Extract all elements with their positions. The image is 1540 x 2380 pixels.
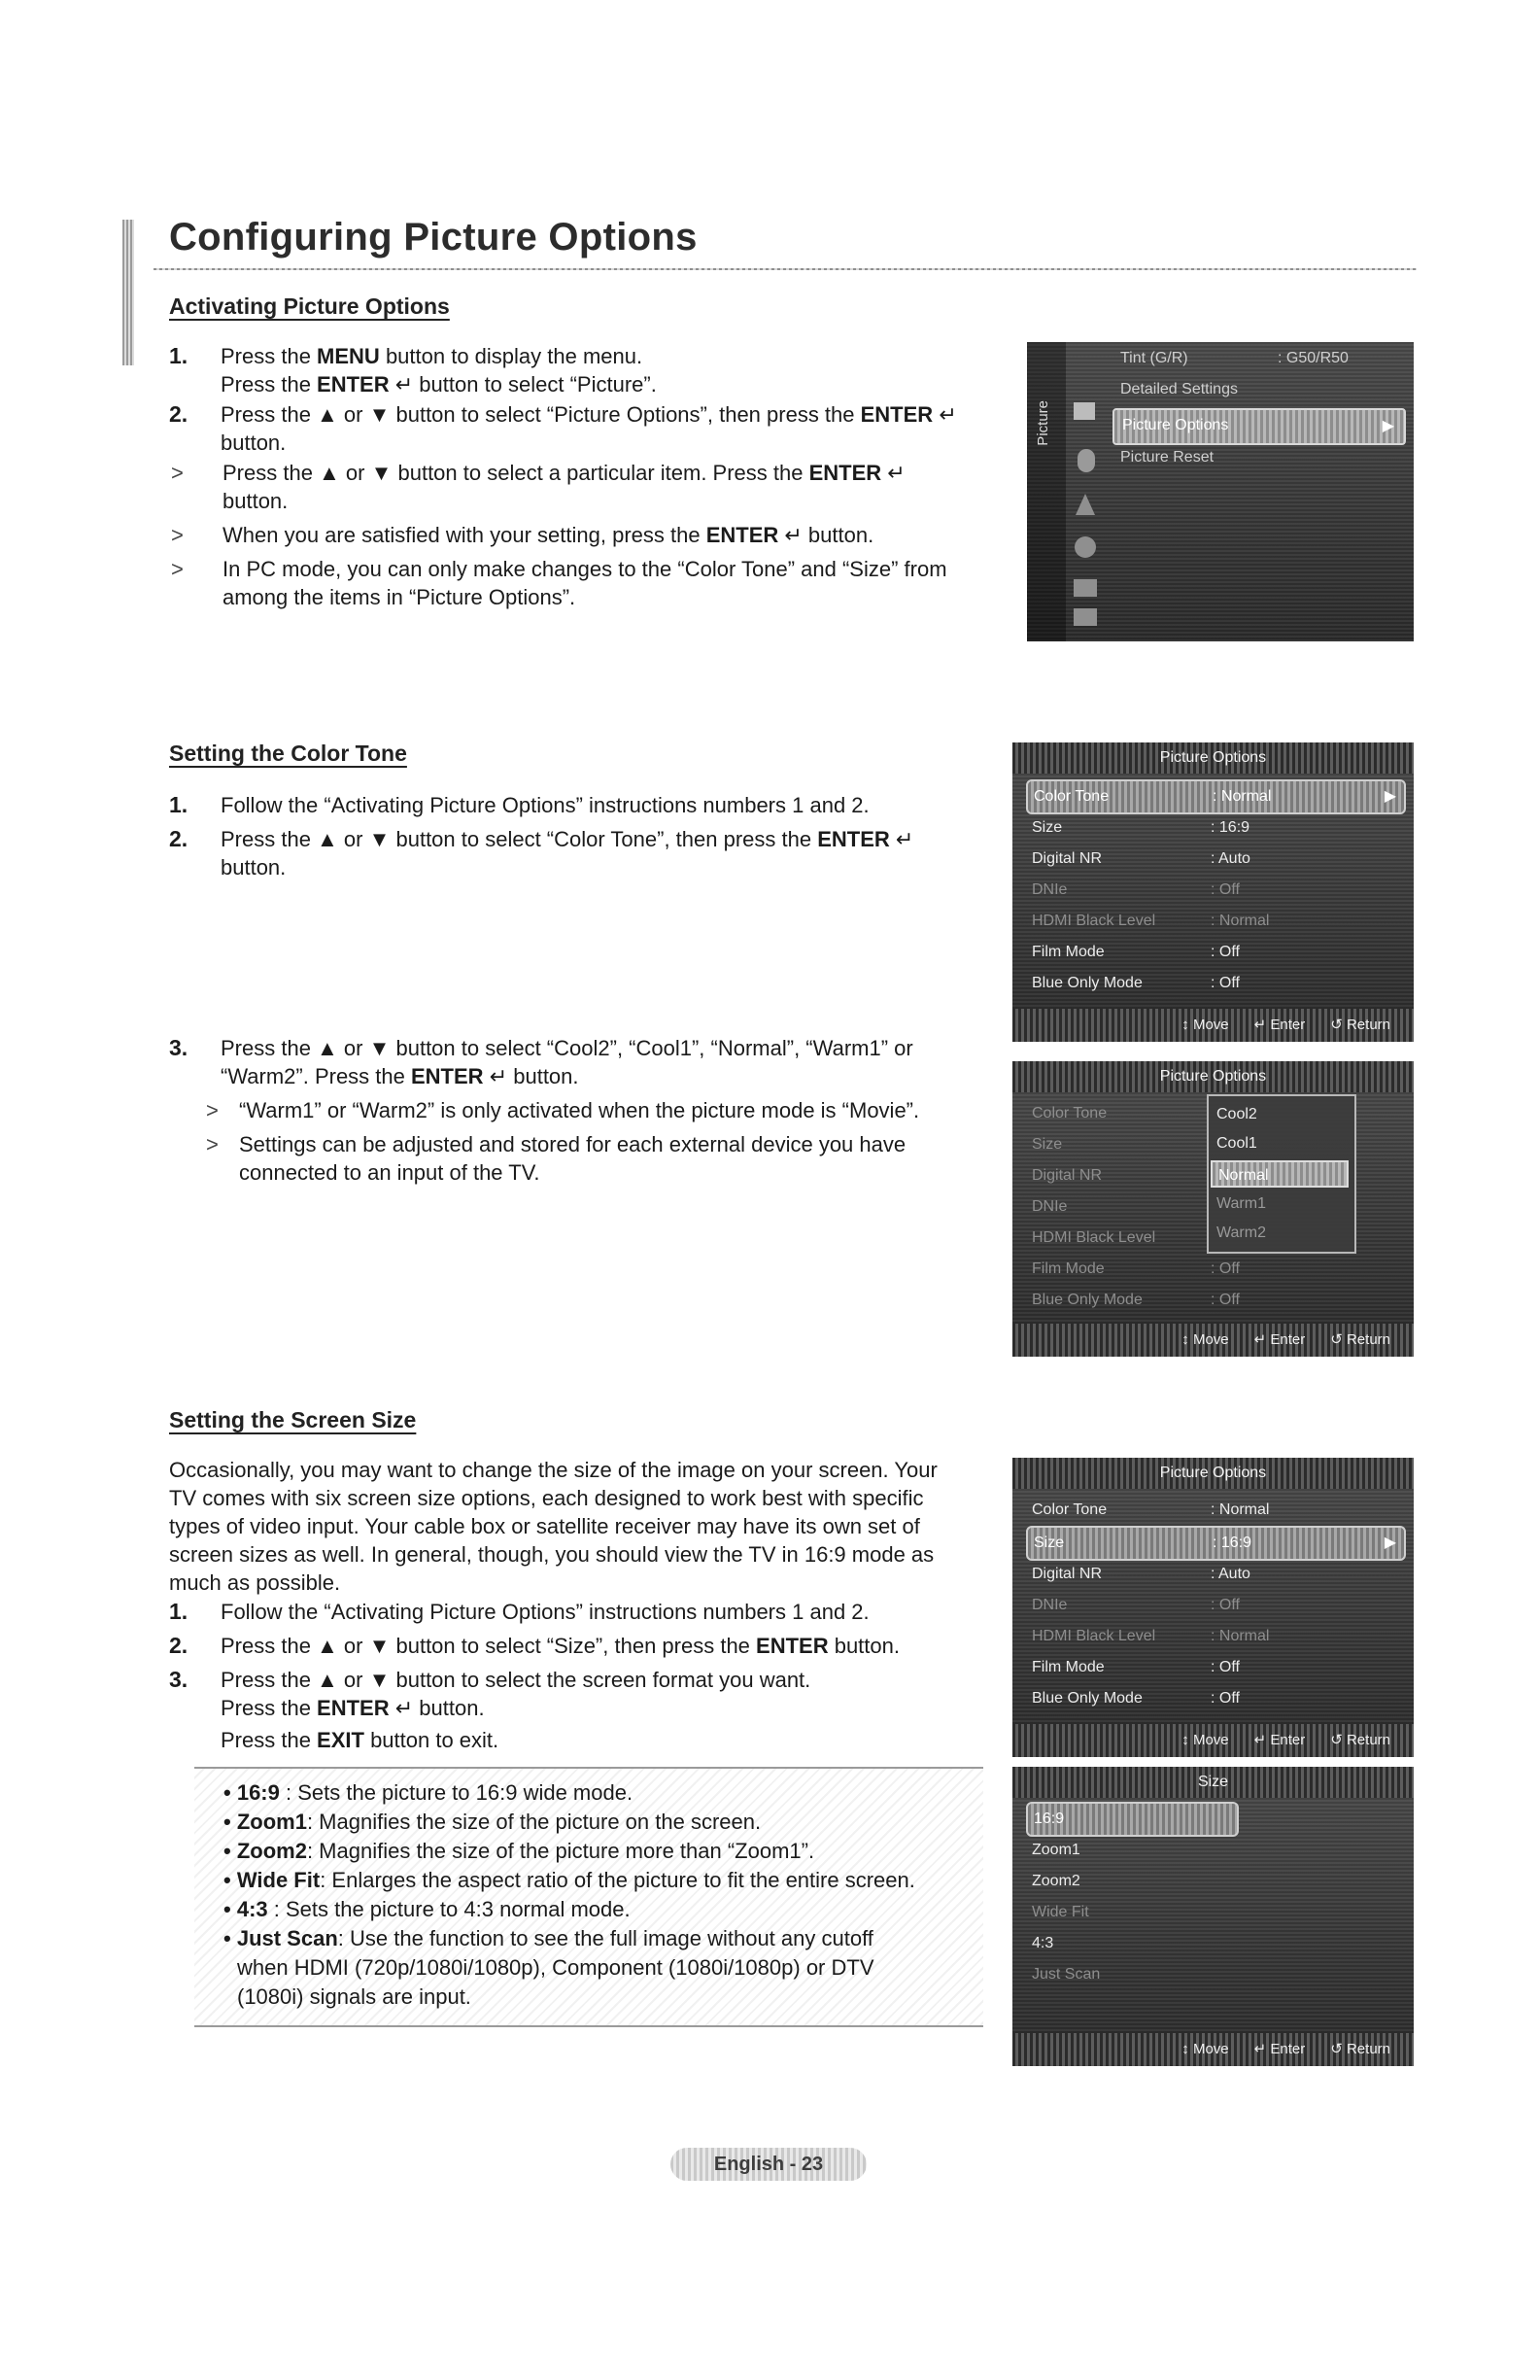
osd-row-label: 4:3 — [1032, 1935, 1054, 1951]
step-text: Press the — [221, 344, 318, 368]
move-hint: ↕ Move — [1181, 2041, 1229, 2057]
enter-icon: ↵ — [939, 402, 957, 427]
setup-icon — [1075, 536, 1096, 558]
enter-hint: ↵ Enter — [1253, 1017, 1306, 1033]
enter-icon: ↵ — [394, 1696, 414, 1720]
step-number: 3. — [169, 1035, 188, 1060]
osd-row-label: Size — [1032, 819, 1063, 836]
return-hint: ↺ Return — [1330, 2041, 1390, 2057]
note-arrow-icon: > — [171, 461, 184, 485]
return-hint: ↺ Return — [1330, 1331, 1390, 1348]
note-text: When you are satisfied with your setting, press the — [222, 523, 706, 547]
step-text: Press the ▲ or ▼ button to select “Color Tone”, then press the — [221, 827, 818, 851]
step-text: Follow the “Activating Picture Options” instructions numbers 1 and 2. — [221, 1600, 870, 1624]
step-text: Press the — [221, 1696, 318, 1720]
color-tone-dropdown-list — [1207, 1094, 1356, 1254]
osd-picture-menu — [1027, 342, 1414, 641]
step-text: Press the ▲ or ▼ button to select “Cool2”, “Cool1”, “Normal”, “Warm1” or — [221, 1036, 913, 1060]
enter-key: ENTER — [756, 1634, 829, 1658]
osd-row-label: Blue Only Mode — [1032, 975, 1143, 991]
note-text: Press the ▲ or ▼ button to select a particular item. Press the — [222, 461, 809, 485]
paragraph-line: Occasionally, you may want to change the size of the image on your screen. Your — [169, 1458, 938, 1482]
osd-picture-reset[interactable]: Picture Reset — [1120, 449, 1215, 466]
step-3 — [169, 1034, 975, 1090]
osd-row-value: : Auto — [1211, 1566, 1250, 1582]
activating-steps — [169, 342, 975, 611]
paragraph-line: types of video input. Your cable box or satellite receiver may have its own set of — [169, 1514, 920, 1538]
bullet-term: 4:3 — [236, 1897, 268, 1921]
osd-row-label: Zoom1 — [1032, 1842, 1080, 1858]
step-text: Press the — [221, 372, 318, 397]
osd-row-value: : Off — [1211, 1659, 1240, 1675]
step-number: 3. — [169, 1667, 188, 1692]
step-2 — [169, 825, 975, 881]
move-hint: ↕ Move — [1181, 1017, 1229, 1033]
title-rule — [154, 268, 1417, 270]
osd-row-value: : Off — [1211, 1597, 1240, 1613]
enter-key: ENTER — [705, 523, 779, 547]
channel-icon — [1076, 494, 1095, 515]
bullet-text: : Magnifies the size of the picture more than “Zoom1”. — [306, 1839, 815, 1863]
enter-hint: ↵ Enter — [1253, 1331, 1306, 1348]
step-text: Follow the “Activating Picture Options” instructions numbers 1 and 2. — [221, 793, 870, 817]
arrow-right-icon: ▶ — [1382, 418, 1394, 434]
exit-key: EXIT — [317, 1728, 364, 1752]
osd-row-hdmi-black-level — [1026, 906, 1406, 937]
osd-row-hdmi-black-level — [1026, 1621, 1406, 1652]
note-text: button. — [222, 489, 289, 513]
return-hint: ↺ Return — [1330, 1732, 1390, 1748]
osd-row-film-mode[interactable] — [1026, 937, 1406, 968]
osd-row-label: Wide Fit — [1032, 1904, 1089, 1920]
move-hint: ↕ Move — [1181, 1732, 1229, 1748]
step-1 — [169, 342, 975, 398]
osd-row-value: : Normal — [1211, 1628, 1270, 1644]
note-text: button. — [802, 523, 874, 547]
step-number: 2. — [169, 1633, 188, 1658]
step-text: Press the ▲ or ▼ button to select the screen format you want. — [221, 1668, 811, 1692]
note-settings — [169, 1130, 975, 1187]
osd-size-option[interactable] — [1026, 1959, 1406, 1990]
bullet-term: Zoom2 — [236, 1839, 307, 1863]
osd-row-label: Size — [1032, 1136, 1063, 1153]
osd-row-blue-only-mode[interactable] — [1026, 968, 1406, 999]
enter-key: ENTER — [808, 461, 882, 485]
step-text: button. — [221, 855, 287, 880]
color-tone-steps-a — [169, 791, 975, 881]
osd-picture-options-color-tone — [1012, 742, 1414, 1042]
return-hint: ↺ Return — [1330, 1017, 1390, 1033]
step-text: “Warm2”. Press the — [221, 1064, 411, 1088]
note-2 — [169, 521, 975, 549]
enter-icon: ↵ — [394, 372, 414, 397]
screen-size-intro — [169, 1456, 985, 1597]
step-number: 1. — [169, 1599, 188, 1624]
osd-tint-label: Tint (G/R) — [1120, 350, 1188, 366]
osd-size-option-selected[interactable] — [1026, 1802, 1239, 1837]
step-text: Press the ▲ or ▼ button to select “Size”, then press the — [221, 1634, 757, 1658]
osd-row-value: : Off — [1211, 1292, 1240, 1308]
osd-row-label: Blue Only Mode — [1032, 1690, 1143, 1707]
osd-row-label: DNIe — [1032, 1597, 1068, 1613]
osd-row-label: HDMI Black Level — [1032, 1229, 1156, 1246]
osd-title: Size — [1012, 1767, 1414, 1798]
osd-size-list — [1012, 1767, 1414, 2066]
osd-row-label: Blue Only Mode — [1032, 1292, 1143, 1308]
note-text: In PC mode, you can only make changes to the “Color Tone” and “Size” from — [222, 557, 947, 581]
enter-key: ENTER — [411, 1064, 484, 1088]
osd-row-value: : Off — [1211, 944, 1240, 960]
screen-size-options-box — [194, 1767, 983, 2027]
note-3 — [169, 555, 975, 611]
osd-title: Picture Options — [1012, 1458, 1414, 1489]
step-number: 1. — [169, 792, 188, 817]
bullet-text: : Enlarges the aspect ratio of the picture to fit the entire screen. — [320, 1868, 915, 1892]
step-text: button to select “Picture”. — [413, 372, 657, 397]
osd-size-option[interactable] — [1026, 1835, 1406, 1866]
note-text: Settings can be adjusted and stored for each external device you have — [239, 1132, 907, 1156]
osd-footer — [1012, 2033, 1414, 2066]
enter-key: ENTER — [817, 827, 890, 851]
bullet-16-9: • 16:9 : Sets the picture to 16:9 wide mode. — [223, 1780, 633, 1805]
osd-size-option[interactable] — [1026, 1897, 1406, 1928]
osd-row-digital-nr[interactable] — [1026, 1559, 1406, 1590]
osd-row-label: Just Scan — [1032, 1966, 1101, 1983]
osd-row-value: : Normal — [1213, 788, 1272, 805]
menu-key: MENU — [317, 344, 380, 368]
bullet-text: : Use the function to see the full image without any cutoff — [337, 1926, 873, 1950]
osd-row-label: DNIe — [1032, 881, 1068, 898]
dropdown-option-selected[interactable]: Normal — [1211, 1160, 1349, 1188]
title-accent-bar — [122, 220, 134, 365]
arrow-right-icon: ▶ — [1384, 788, 1396, 805]
section-heading-screen-size: Setting the Screen Size — [169, 1407, 417, 1432]
bullet-term: 16:9 — [236, 1780, 280, 1805]
bullet-just-scan: • Just Scan: Use the function to see the full image without any cutoff when HDMI (720p/1080i/1080p), Component (1080i/1080p) or DTV (1080i) signals are input. — [223, 1926, 874, 2009]
bullet-text: : Sets the picture to 4:3 normal mode. — [267, 1897, 631, 1921]
osd-row-label: HDMI Black Level — [1032, 913, 1156, 929]
osd-title: Picture Options — [1012, 742, 1414, 774]
step-text: button. — [828, 1634, 900, 1658]
osd-row-label: Film Mode — [1032, 944, 1105, 960]
enter-key: ENTER — [317, 1696, 390, 1720]
step-text: button. — [507, 1064, 579, 1088]
page-number-label: English - 23 — [670, 2148, 867, 2181]
osd-size-option[interactable] — [1026, 1866, 1406, 1897]
osd-row-film-mode[interactable] — [1026, 1652, 1406, 1683]
picture-icon — [1074, 402, 1095, 420]
step-1 — [169, 1598, 985, 1626]
bullet-4-3: • 4:3 : Sets the picture to 4:3 normal mode. — [223, 1897, 631, 1921]
step-text: button. — [221, 431, 287, 455]
osd-title: Picture Options — [1012, 1061, 1414, 1092]
osd-picture-options-highlight[interactable] — [1112, 408, 1406, 445]
osd-row-value: : 16:9 — [1211, 819, 1250, 836]
osd-row-value: : Off — [1211, 1690, 1240, 1707]
input-icon — [1074, 579, 1097, 597]
osd-footer — [1012, 1009, 1414, 1042]
dropdown-option[interactable]: Warm2 — [1216, 1224, 1266, 1241]
section-heading-activating: Activating Picture Options — [169, 293, 450, 319]
bullet-term: Zoom1 — [236, 1810, 307, 1834]
paragraph-line: much as possible. — [169, 1570, 341, 1595]
page-title: Configuring Picture Options — [169, 216, 698, 259]
osd-row-value: : Auto — [1211, 850, 1250, 867]
bullet-wide-fit: • Wide Fit: Enlarges the aspect ratio of the picture to fit the entire screen. — [223, 1868, 915, 1892]
bullet-term: Wide Fit — [236, 1868, 321, 1892]
osd-footer — [1012, 1724, 1414, 1757]
osd-row-blue-only-mode[interactable] — [1026, 1683, 1406, 1714]
bullet-term: Just Scan — [236, 1926, 338, 1950]
osd-row-label: DNIe — [1032, 1198, 1068, 1215]
osd-row-digital-nr[interactable] — [1026, 844, 1406, 875]
section-heading-color-tone: Setting the Color Tone — [169, 741, 407, 766]
application-icon — [1074, 608, 1097, 626]
osd-row-color-tone[interactable] — [1026, 1495, 1406, 1526]
bullet-text: (1080i) signals are input. — [237, 1984, 471, 2009]
enter-icon: ↵ — [895, 827, 914, 851]
osd-row-label: Size — [1034, 1535, 1065, 1551]
osd-tint-value: : G50/R50 — [1278, 350, 1349, 366]
note-1 — [169, 459, 975, 515]
osd-detailed-settings[interactable]: Detailed Settings — [1120, 381, 1238, 397]
osd-row-label: Zoom2 — [1032, 1873, 1080, 1889]
enter-icon: ↵ — [489, 1064, 508, 1088]
dropdown-option[interactable]: Warm1 — [1216, 1195, 1266, 1212]
osd-row-label: Color Tone — [1032, 1105, 1108, 1121]
bullet-text: when HDMI (720p/1080i/1080p), Component (1080i/1080p) or DTV — [237, 1955, 874, 1980]
step-2 — [169, 1632, 985, 1660]
osd-row-blue-only-mode — [1026, 1285, 1406, 1316]
enter-key: ENTER — [860, 402, 934, 427]
enter-hint: ↵ Enter — [1253, 2041, 1306, 2057]
move-hint: ↕ Move — [1181, 1331, 1229, 1348]
osd-side-label: Picture — [1035, 400, 1051, 446]
step-text: button to display the menu. — [379, 344, 643, 368]
osd-picture-options-size — [1012, 1458, 1414, 1757]
note-text: among the items in “Picture Options”. — [222, 585, 576, 609]
note-text: “Warm1” or “Warm2” is only activated when the picture mode is “Movie”. — [239, 1098, 920, 1122]
osd-row-color-tone[interactable] — [1026, 779, 1406, 814]
paragraph-line: screen sizes as well. In general, though, you should view the TV in 16:9 mode as — [169, 1542, 935, 1567]
bullet-zoom1: • Zoom1: Magnifies the size of the picture on the screen. — [223, 1810, 762, 1834]
step-1 — [169, 791, 975, 819]
step-text: button to exit. — [363, 1728, 499, 1752]
enter-key: ENTER — [317, 372, 390, 397]
osd-row-label: Digital NR — [1032, 1566, 1103, 1582]
step-text: Press the — [221, 1728, 318, 1752]
note-arrow-icon: > — [171, 557, 184, 581]
note-arrow-icon: > — [206, 1098, 219, 1122]
osd-row-film-mode — [1026, 1254, 1406, 1285]
osd-row-value: : Normal — [1211, 1501, 1270, 1518]
osd-row-size[interactable] — [1026, 1526, 1406, 1561]
note-arrow-icon: > — [171, 523, 184, 547]
osd-row-label: Film Mode — [1032, 1260, 1105, 1277]
osd-row-label: Film Mode — [1032, 1659, 1105, 1675]
step-number: 1. — [169, 343, 188, 368]
osd-row-value: : Off — [1211, 881, 1240, 898]
enter-icon: ↵ — [887, 461, 906, 485]
osd-row-label: HDMI Black Level — [1032, 1628, 1156, 1644]
step-number: 2. — [169, 401, 188, 427]
bullet-zoom2: • Zoom2: Magnifies the size of the picture more than “Zoom1”. — [223, 1839, 815, 1863]
osd-side-strip — [1027, 342, 1066, 641]
step-2 — [169, 400, 975, 457]
osd-row-value: : Off — [1211, 1260, 1240, 1277]
osd-row-label: Color Tone — [1034, 788, 1110, 805]
dropdown-option[interactable]: Cool1 — [1216, 1135, 1257, 1152]
sound-icon — [1078, 449, 1095, 472]
step-text: Press the ▲ or ▼ button to select “Picture Options”, then press the — [221, 402, 861, 427]
note-arrow-icon: > — [206, 1132, 219, 1156]
color-tone-steps-b — [169, 1034, 975, 1187]
osd-row-label: Color Tone — [1032, 1501, 1108, 1518]
dropdown-option[interactable]: Cool2 — [1216, 1106, 1257, 1122]
osd-row-size[interactable] — [1026, 812, 1406, 844]
osd-row-label: 16:9 — [1034, 1811, 1065, 1827]
enter-hint: ↵ Enter — [1253, 1732, 1306, 1748]
osd-row-value: : Off — [1211, 975, 1240, 991]
bullet-text: : Magnifies the size of the picture on the screen. — [306, 1810, 762, 1834]
osd-row-label: Digital NR — [1032, 850, 1103, 867]
osd-row-dnie — [1026, 1590, 1406, 1621]
osd-size-option[interactable] — [1026, 1928, 1406, 1959]
screen-size-steps — [169, 1598, 985, 1754]
paragraph-line: TV comes with six screen size options, each designed to work best with specific — [169, 1486, 924, 1510]
osd-row-value: : 16:9 — [1213, 1535, 1252, 1551]
enter-icon: ↵ — [784, 523, 803, 547]
bullet-text: : Sets the picture to 16:9 wide mode. — [279, 1780, 633, 1805]
osd-picture-options: Picture Options — [1122, 417, 1229, 433]
osd-row-value: : Normal — [1211, 913, 1270, 929]
note-warm — [169, 1096, 975, 1124]
osd-footer — [1012, 1324, 1414, 1357]
osd-row-dnie — [1026, 875, 1406, 906]
osd-row-label: Digital NR — [1032, 1167, 1103, 1184]
step-text: button. — [413, 1696, 485, 1720]
osd-color-tone-dropdown — [1012, 1061, 1414, 1357]
arrow-right-icon: ▶ — [1384, 1535, 1396, 1551]
step-3 — [169, 1666, 985, 1754]
step-number: 2. — [169, 826, 188, 851]
note-text: connected to an input of the TV. — [239, 1160, 540, 1185]
